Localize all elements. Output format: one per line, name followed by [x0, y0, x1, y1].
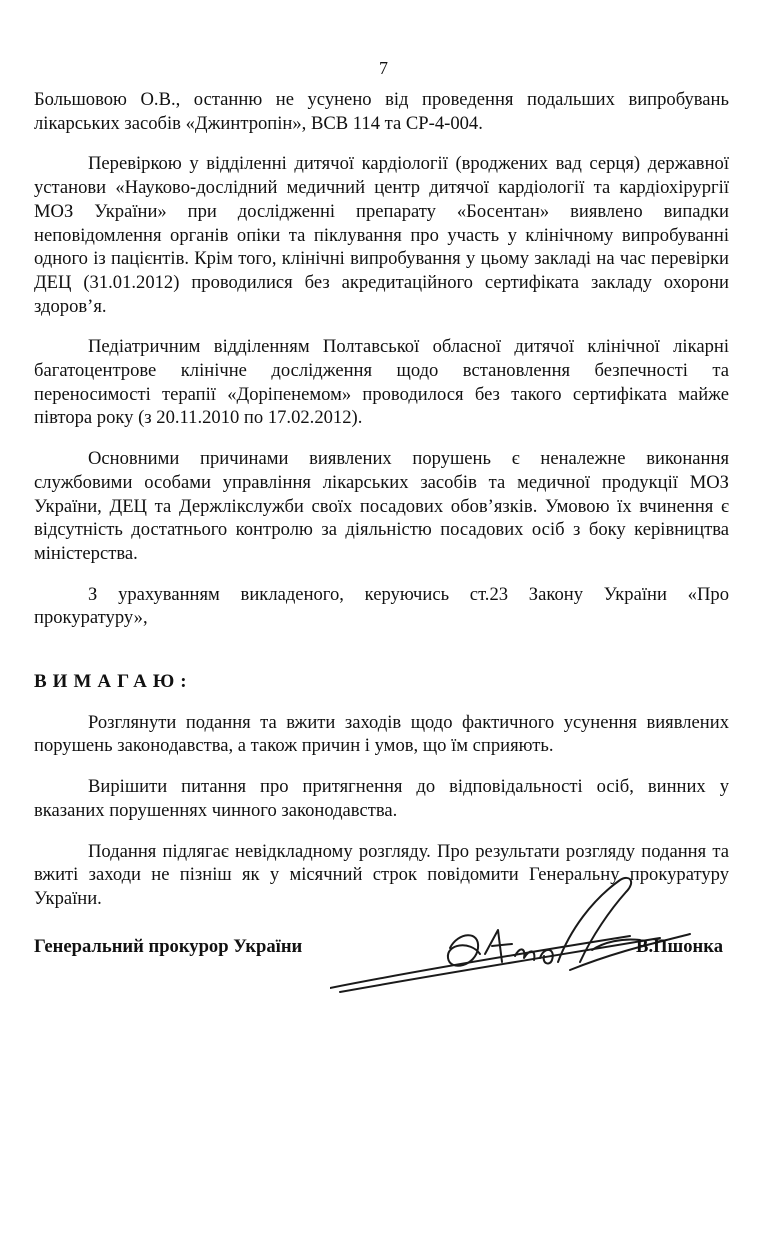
page-number: 7 [379, 58, 388, 78]
paragraph-main-causes: Основними причинами виявлених порушень є неналежне виконання службовими особами управління лікарських засобів та медичної продукції МОЗ України, ДЕЦ та Держлікслужби своїх посадових обов’язків. Умовою їх вчинення є відсутність достатнього контролю за діяльністю посадових осіб з боку керівництва міністерства. [34, 448, 729, 564]
signature-block [34, 936, 729, 966]
demand-item-3: Подання підлягає невідкладному розгляду. Про результати розгляду подання та вжиті заходи не пізніш як у місячний строк повідомити Генеральну прокуратуру України. [34, 840, 729, 909]
paragraph-poltava-hospital: Педіатричним відділенням Полтавської обласної дитячої клінічної лікарні багатоцентрове клінічне дослідження щодо встановлення безпечності та переносимості терапії «Доріпенемом» проводилося без такого сертифіката майже півтора року (з 20.11.2010 по 17.02.2012). [34, 336, 729, 429]
paragraph-continuation: Большовою О.В., останню не усунено від проведення подальших випробувань лікарських засобів «Джинтропін», BCB 114 та CP-4-004. [34, 89, 729, 134]
paragraph-cardiology-check: Перевіркою у відділенні дитячої кардіології (вроджених вад серця) державної установи «Науково-дослідний медичний центр дитячої кардіології та кардіохірургії МОЗ України» при дослідженні препарату «Босентан» виявлено випадки неповідомлення органів опіки та піклування про участь у клінічному випробуванні одного із пацієнтів. Крім того, клінічні випробування у цьому закладі на час перевірки ДЕЦ (31.01.2012) проводилися без акредитаційного сертифіката закладу охорони здоров’я. [34, 153, 729, 317]
demand-item-2: Вирішити питання про притягнення до відповідальності осіб, винних у вказаних порушеннях чинного законодавства. [34, 776, 729, 821]
demand-item-1: Розглянути подання та вжити заходів щодо фактичного усунення виявлених порушень законодавства, а також причин і умов, що їм сприяють. [34, 711, 729, 757]
paragraph-legal-basis: З урахуванням викладеного, керуючись ст.23 Закону України «Про прокуратуру», [34, 583, 729, 629]
demand-heading: ВИМАГАЮ: [34, 671, 193, 693]
signatory-position: Генеральний прокурор України [34, 936, 303, 957]
handwritten-signature [330, 870, 710, 1000]
signatory-name: В.Пшонка [636, 936, 723, 957]
document-body [34, 88, 729, 911]
